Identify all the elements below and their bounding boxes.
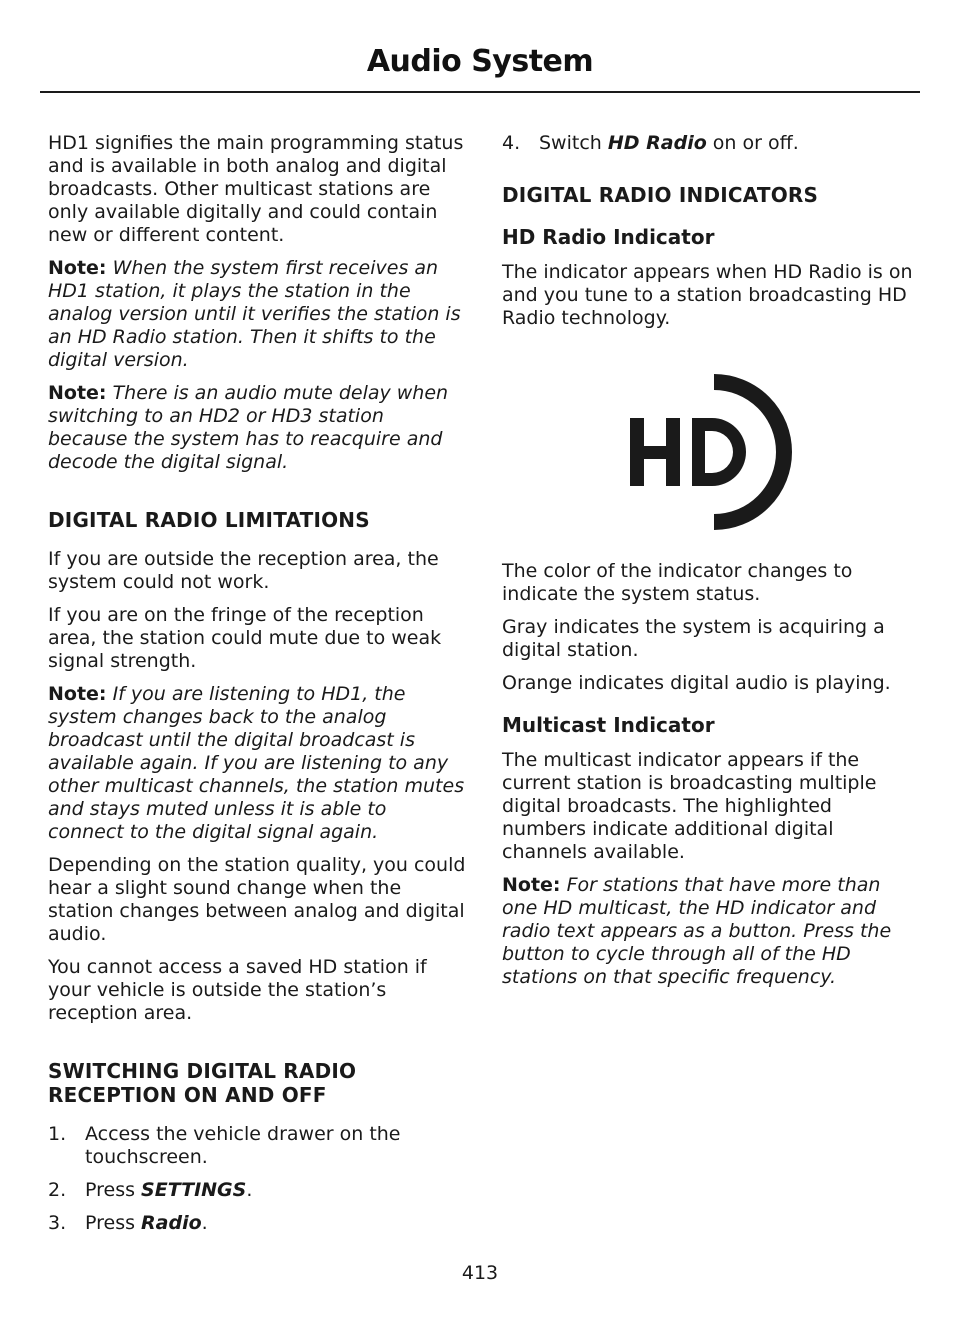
note-multicast-button xyxy=(502,874,920,989)
note-audio-mute-delay xyxy=(48,382,468,474)
limitations-paragraph-1: If you are outside the reception area, the system could not work. xyxy=(48,548,439,593)
intro-paragraph: HD1 signifies the main programming status and is available in both analog and digital broadcasts. Other multicast stations are only available digitally and could contain new or different content. xyxy=(48,132,464,246)
heading-multicast-indicator: Multicast Indicator xyxy=(502,713,715,737)
settings-label: SETTINGS xyxy=(141,1179,247,1201)
left-column xyxy=(48,132,468,1245)
heading-switching-digital-radio: SWITCHING DIGITAL RADIO RECEPTION ON AND OFF xyxy=(48,1059,357,1107)
note-hd1-analog xyxy=(48,257,468,372)
note-text: If you are listening to HD1, the system changes back to the analog broadcast until the digital broadcast is available again. If you are listening to any other multicast channels, the station mutes and stays muted unless it is able to connect to the digital signal again. xyxy=(48,683,465,843)
switching-steps-list xyxy=(48,1123,468,1235)
note-text: For stations that have more than one HD multicast, the HD indicator and radio text appears as a button. Press the button to cycle through all of the HD stations on that specific frequency. xyxy=(502,874,892,988)
heading-hd-radio-indicator: HD Radio Indicator xyxy=(502,225,715,249)
step-item xyxy=(48,1179,468,1202)
step-number: 3. xyxy=(48,1212,67,1234)
step-number: 1. xyxy=(48,1123,67,1145)
note-label: Note: xyxy=(48,382,107,404)
note-label: Note: xyxy=(48,683,107,705)
step-item xyxy=(502,132,920,155)
step-text: Press Radio. xyxy=(85,1212,208,1234)
note-label: Note: xyxy=(502,874,561,896)
heading-digital-radio-indicators: DIGITAL RADIO INDICATORS xyxy=(502,183,819,207)
note-text: When the system first receives an HD1 station, it plays the station in the analog version until it verifies the station is an HD Radio station. Then it shifts to the digital version. xyxy=(48,257,461,371)
heading-digital-radio-limitations: DIGITAL RADIO LIMITATIONS xyxy=(48,508,370,532)
limitations-paragraph-4: You cannot access a saved HD station if your vehicle is outside the station’s reception area. xyxy=(48,956,427,1024)
hd-indicator-paragraph-4: Orange indicates digital audio is playing. xyxy=(502,672,891,694)
multicast-paragraph: The multicast indicator appears if the current station is broadcasting multiple digital broadcasts. The highlighted numbers indicate additional digital channels available. xyxy=(502,749,877,863)
page-header-title: Audio System xyxy=(366,44,594,79)
limitations-paragraph-2: If you are on the fringe of the reception area, the station could mute due to weak signal strength. xyxy=(48,604,442,672)
switching-steps-continued xyxy=(502,132,920,155)
step-item xyxy=(48,1212,468,1235)
step-number: 4. xyxy=(502,132,521,154)
hd-logo-container xyxy=(502,358,920,530)
step-number: 2. xyxy=(48,1179,67,1201)
header-divider xyxy=(40,91,920,93)
hd-radio-logo-icon xyxy=(616,358,806,530)
hd-indicator-paragraph-2: The color of the indicator changes to indicate the system status. xyxy=(502,560,853,605)
note-label: Note: xyxy=(48,257,107,279)
hd-radio-label: HD Radio xyxy=(607,132,707,154)
limitations-paragraph-3: Depending on the station quality, you could hear a slight sound change when the station changes between analog and digital audio. xyxy=(48,854,466,945)
page-number: 413 xyxy=(461,1262,499,1284)
note-hd1-fallback xyxy=(48,683,468,844)
hd-indicator-paragraph-3: Gray indicates the system is acquiring a digital station. xyxy=(502,616,885,661)
note-text: There is an audio mute delay when switching to an HD2 or HD3 station because the system has to reacquire and decode the digital signal. xyxy=(48,382,449,473)
step-text: Switch HD Radio on or off. xyxy=(539,132,799,154)
step-text: Access the vehicle drawer on the touchscreen. xyxy=(85,1123,401,1168)
hd-indicator-paragraph-1: The indicator appears when HD Radio is on and you tune to a station broadcasting HD Radio technology. xyxy=(502,261,913,329)
step-text: Press SETTINGS. xyxy=(85,1179,253,1201)
radio-label: Radio xyxy=(141,1212,202,1234)
step-item xyxy=(48,1123,468,1169)
right-column xyxy=(502,132,920,999)
